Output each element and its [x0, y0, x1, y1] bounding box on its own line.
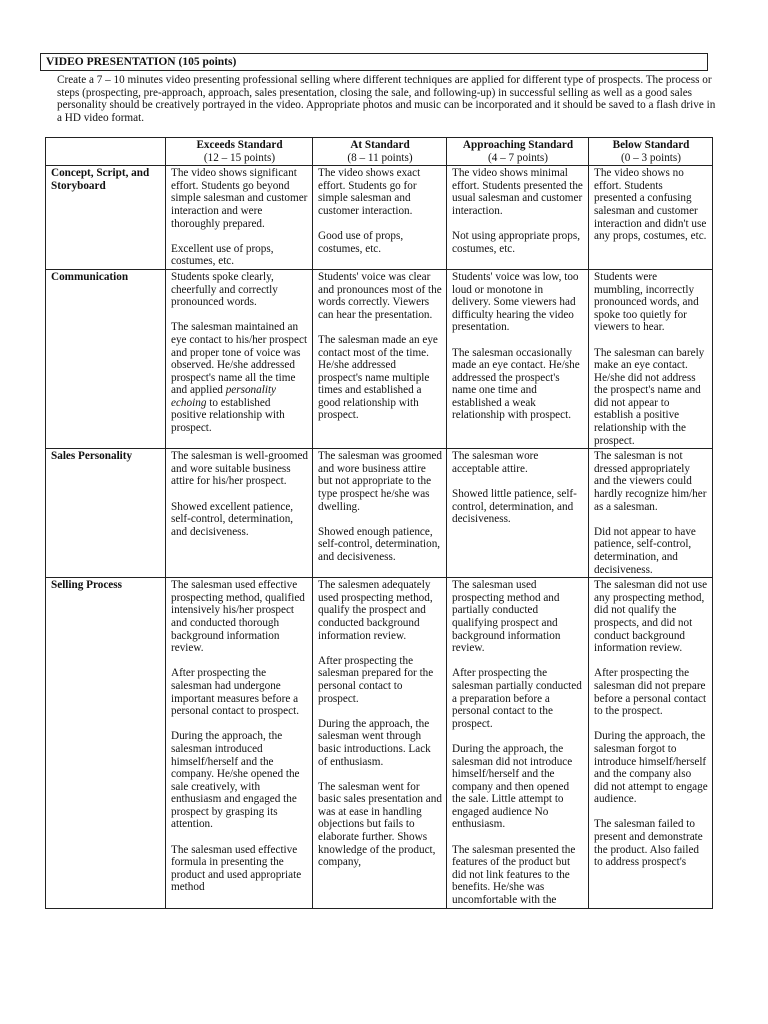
rubric-row-communication	[46, 269, 713, 448]
rubric-cell	[166, 449, 313, 578]
cell-paragraph: After prospecting the salesman had undergone important measures before a personal contact to prospect.	[171, 667, 299, 718]
cell-paragraph: After prospecting the salesman partially conducted a preparation before a personal contact to the prospect.	[452, 667, 582, 730]
rubric-cell	[166, 269, 313, 448]
cell-paragraph: The video shows exact effort. Students go for simple salesman and customer interaction.	[318, 167, 421, 217]
column-points: (0 – 3 points)	[621, 151, 681, 164]
cell-paragraph: The salesman went for basic sales presentation and was at ease in handling objections but fails to elaborate further. Shows knowledge of the product, company,	[318, 780, 442, 869]
criterion-header-cell	[46, 138, 166, 166]
cell-paragraph: After prospecting the salesman prepared for the personal contact to prospect.	[318, 654, 434, 705]
rubric-row-concept	[46, 166, 713, 270]
rubric-cell	[313, 166, 447, 270]
column-header-below	[589, 138, 713, 166]
cell-paragraph: The salesman wore acceptable attire.	[452, 450, 539, 475]
cell-paragraph: Students' voice was low, too loud or monotone in delivery. Some viewers had difficulty hearing the video presentation.	[452, 270, 579, 334]
cell-paragraph: Did not appear to have patience, self-control, determination, and decisiveness.	[594, 525, 696, 576]
rubric-cell	[589, 269, 713, 448]
rubric-cell	[447, 269, 589, 448]
rubric-cell	[589, 578, 713, 908]
cell-paragraph: Not using appropriate props, costumes, etc.	[452, 230, 581, 255]
rubric-cell	[447, 578, 589, 908]
cell-paragraph: The salesman is well-groomed and wore suitable business attire for his/her prospect.	[171, 450, 309, 488]
cell-paragraph: After prospecting the salesman did not prepare before a personal contact to the prospect.	[594, 667, 707, 718]
column-title: At Standard	[350, 139, 410, 151]
cell-paragraph: During the approach, the salesman went through basic introductions. Lack of enthusiasm.	[318, 717, 431, 768]
rubric-cell	[166, 166, 313, 270]
cell-paragraph: During the approach, the salesman did not introduce himself/herself and the company and then opened the sale. Little attempt to engaged audience No enthusiasm.	[452, 742, 573, 831]
rubric-cell	[447, 166, 589, 270]
cell-paragraph: The salesman used effective prospecting method, qualified intensively his/her prospect and conducted thorough background information review.	[171, 579, 305, 655]
rubric-row-selling-process	[46, 578, 713, 908]
cell-paragraph: The video shows significant effort. Students go beyond simple salesman and customer interaction and were thoroughly prepared.	[171, 167, 308, 230]
rubric-table	[45, 137, 713, 909]
cell-paragraph: The video shows minimal effort. Students presented the usual salesman and customer interaction.	[452, 167, 583, 217]
cell-paragraph: During the approach, the salesman introduced himself/herself and the company. He/she opened the sale creatively, with enthusiasm and engaged the prospect by grasping its attention.	[171, 730, 300, 831]
cell-paragraph: The salesman used prospecting method and partially conducted qualifying prospect and background information review.	[452, 579, 561, 655]
cell-paragraph: The salesman was groomed and wore business attire but not appropriate to the type prospect he/she was dwelling.	[318, 450, 442, 513]
rubric-cell	[313, 578, 447, 908]
cell-paragraph: Excellent use of props, costumes, etc.	[171, 242, 274, 268]
column-points: (8 – 11 points)	[347, 151, 413, 164]
cell-paragraph: The salesman made an eye contact most of the time. He/she addressed prospect's name multiple times and established a good relationship with prospect.	[318, 333, 438, 422]
criterion-label: Sales Personality	[46, 449, 166, 578]
cell-paragraph: Showed enough patience, self-control, determination, and decisiveness.	[318, 525, 441, 563]
emphasized-term: personality echoing	[171, 384, 277, 409]
cell-paragraph	[171, 321, 308, 434]
cell-text: The salesman maintained an eye contact to his/her prospect and proper tone of voice was observed. He/she addressed prospect's name all the time and applied	[171, 321, 308, 397]
column-points: (12 – 15 points)	[203, 151, 276, 164]
cell-paragraph: Students' voice was clear and pronounces most of the words correctly. Viewers can hear the presentation.	[318, 270, 442, 321]
cell-paragraph: The salesman is not dressed appropriately and the viewers could hardly recognize him/her as a salesman.	[594, 450, 707, 513]
criterion-label: Communication	[46, 269, 166, 448]
cell-paragraph: Showed excellent patience, self-control, determination, and decisiveness.	[171, 500, 294, 538]
column-points: (4 – 7 points)	[488, 151, 548, 164]
rubric-cell	[313, 449, 447, 578]
rubric-cell	[166, 578, 313, 908]
cell-paragraph: The salesman occasionally made an eye contact. He/she addressed the prospect's name one time and established a weak relationship with prospect.	[452, 346, 580, 422]
rubric-cell	[313, 269, 447, 448]
section-heading: VIDEO PRESENTATION (105 points)	[40, 53, 708, 71]
assignment-instructions: Create a 7 – 10 minutes video presenting professional selling where different techniques are applied for different type of prospects. The process or steps (prospecting, pre-approach, approach, sales presentation, closing the sale, and following-up) in successful selling as well as a good sales personality should be creatively portrayed in the video. Appropriate photos and music can be incorporated and it should be saved to a flash drive in a HD video format.	[57, 74, 716, 124]
criterion-label: Concept, Script, and Storyboard	[46, 166, 166, 270]
cell-paragraph: During the approach, the salesman forgot to introduce himself/herself and the company also did not attempt to engage audience.	[594, 730, 708, 806]
cell-paragraph: Students were mumbling, incorrectly pronounced words, and spoke too quietly for viewers to hear.	[594, 270, 699, 334]
rubric-cell	[589, 166, 713, 270]
cell-paragraph: The salesmen adequately used prospecting method, qualify the prospect and conducted background information review.	[318, 579, 433, 642]
rubric-cell	[447, 449, 589, 578]
cell-paragraph: The salesman did not use any prospecting method, did not qualify the prospects, and did not conduct background information review.	[594, 579, 708, 655]
rubric-row-sales-personality	[46, 449, 713, 578]
cell-paragraph: The salesman can barely make an eye contact. He/she did not address the prospect's name and did not appear to establish a positive relationship with the prospect.	[594, 346, 705, 447]
cell-paragraph: Showed little patience, self-control, determination, and decisiveness.	[452, 488, 577, 526]
column-title: Exceeds Standard	[196, 139, 283, 151]
criterion-label: Selling Process	[46, 578, 166, 908]
column-title: Approaching Standard	[462, 139, 574, 151]
cell-paragraph: The salesman failed to present and demonstrate the product. Also failed to address prospect's	[594, 818, 703, 869]
cell-paragraph: The video shows no effort. Students presented a confusing salesman and customer interaction and didn't use any props, costumes, etc.	[594, 167, 707, 243]
cell-paragraph: Students spoke clearly, cheerfully and correctly pronounced words.	[171, 270, 278, 309]
rubric-cell	[589, 449, 713, 578]
rubric-header-row	[46, 138, 713, 166]
cell-text: to established positive relationship with prospect.	[171, 396, 285, 435]
cell-paragraph: Good use of props, costumes, etc.	[318, 230, 404, 255]
cell-paragraph: The salesman presented the features of the product but did not link features to the benefits. He/she was uncomfortable with the	[452, 843, 576, 907]
column-header-exceeds	[166, 138, 313, 166]
column-title: Below Standard	[612, 139, 690, 151]
column-header-at	[313, 138, 447, 166]
column-header-approaching	[447, 138, 589, 166]
cell-paragraph: The salesman used effective formula in presenting the product and used appropriate method	[171, 843, 302, 894]
